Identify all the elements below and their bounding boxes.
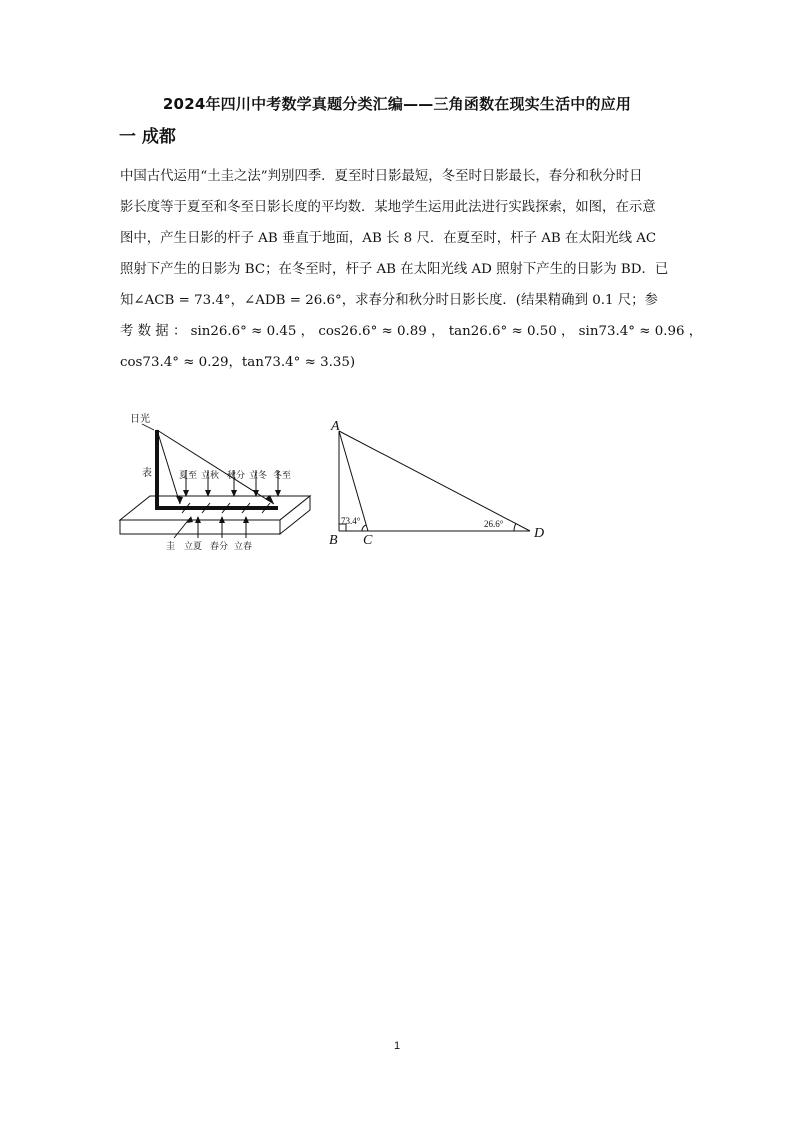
angle-arc-D xyxy=(514,524,516,531)
problem-line: cos73.4° ≈ 0.29，tan73.4° ≈ 3.35) xyxy=(120,355,356,370)
problem-line: 照射下产生的日影为 BC；在冬至时，杆子 AB 在太阳光线 AD 照射下产生的日影为 BD．已 xyxy=(120,262,669,277)
figure-svg xyxy=(110,400,570,560)
problem-text xyxy=(120,161,703,378)
gnomon-figure xyxy=(120,430,310,538)
vertex-A: A xyxy=(331,419,340,434)
vertex-D: D xyxy=(534,526,545,541)
page-number: 1 xyxy=(393,1040,401,1052)
label-pole: 表 xyxy=(142,468,152,479)
problem-line: 考 数 据 ： sin26.6° ≈ 0.45 ， cos26.6° ≈ 0.89 ， tan26.6° ≈ 0.50 ， sin73.4° ≈ 0.96 ， xyxy=(120,324,703,339)
vertex-C: C xyxy=(363,533,373,548)
problem-line: 影长度等于夏至和冬至日影长度的平均数．某地学生运用此法进行实践探索，如图，在示意 xyxy=(120,200,656,215)
triangle-figure xyxy=(339,431,530,531)
label-top-3: 立冬 xyxy=(249,470,268,480)
problem-line: 图中，产生日影的杆子 AB 垂直于地面，AB 长 8 尺．在夏至时，杆子 AB 在太阳光线 AC xyxy=(120,231,657,246)
angle-label-C: 73.4° xyxy=(341,516,361,526)
label-bottom-2: 春分 xyxy=(210,541,229,551)
label-top-0: 夏至 xyxy=(179,470,198,480)
label-top-4: 冬至 xyxy=(273,470,292,480)
section-heading: 一 成都 xyxy=(119,127,176,147)
problem-line: 中国古代运用“土圭之法”判别四季．夏至时日影最短，冬至时日影最长，春分和秋分时日 xyxy=(120,169,643,184)
label-bottom-0: 圭 xyxy=(166,541,176,551)
label-bottom-1: 立夏 xyxy=(184,541,203,551)
angle-arc-C xyxy=(362,525,366,531)
vertex-B: B xyxy=(329,533,338,548)
page-title: 2024年四川中考数学真题分类汇编——三角函数在现实生活中的应用 xyxy=(162,95,632,113)
label-top-2: 秋分 xyxy=(227,470,246,480)
label-sunlight: 日光 xyxy=(130,414,150,425)
figures xyxy=(110,400,570,560)
label-top-1: 立秋 xyxy=(201,470,220,480)
angle-label-D: 26.6° xyxy=(484,519,504,529)
sun-ray-summer xyxy=(157,430,180,504)
label-bottom-3: 立春 xyxy=(234,541,253,551)
problem-line: 知∠ACB = 73.4°，∠ADB = 26.6°，求春分和秋分时日影长度．(结果精确到 0.1 尺；参 xyxy=(120,293,658,308)
segment-AD xyxy=(339,431,530,531)
